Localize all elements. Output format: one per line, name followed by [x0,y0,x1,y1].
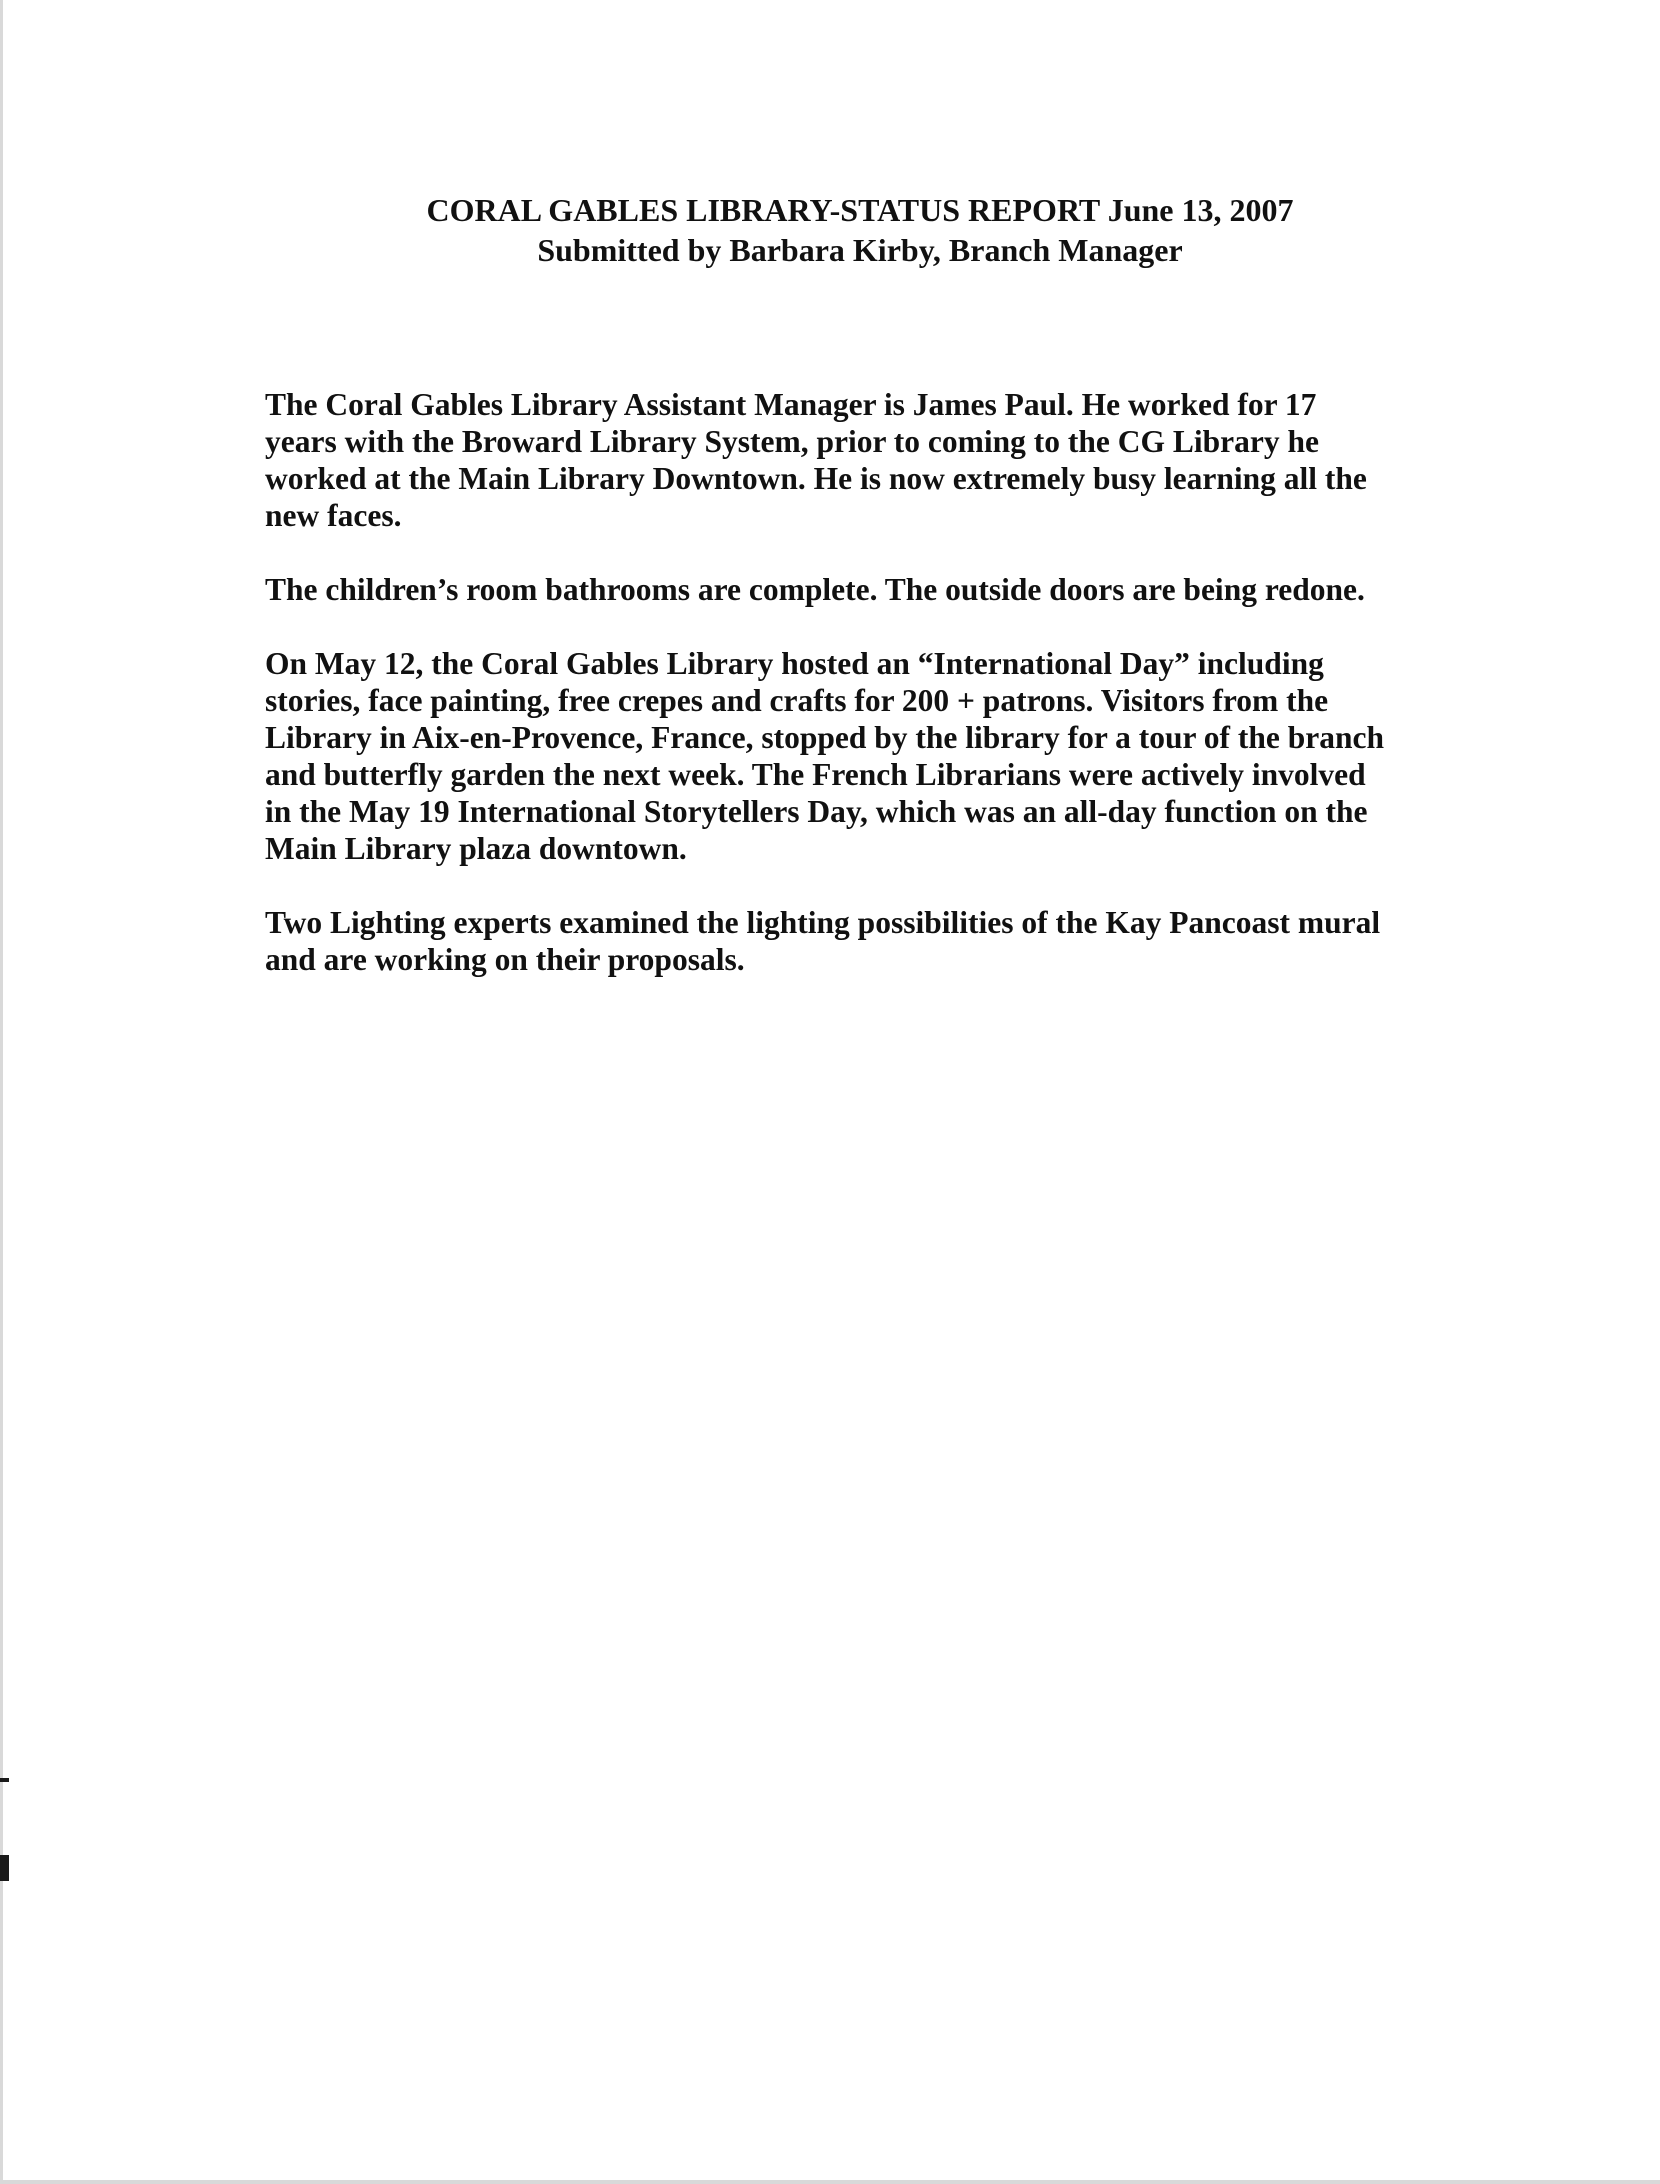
scan-mark [0,1855,9,1881]
scan-edge-bottom [0,2180,1660,2184]
paragraph-line: in the May 19 International Storytellers Day, which was an all-day function on the [265,794,1368,829]
paragraph-line: Main Library plaza downtown. [265,831,687,866]
paragraph-line: and butterfly garden the next week. The French Librarians were actively involved [265,757,1366,792]
paragraph-line: stories, face painting, free crepes and crafts for 200 + patrons. Visitors from the [265,683,1329,718]
paragraph-line: worked at the Main Library Downtown. He is now extremely busy learning all the [265,461,1367,496]
paragraph-line: years with the Broward Library System, prior to coming to the CG Library he [265,424,1319,459]
paragraph-international-day [265,645,1465,867]
paragraph-line: On May 12, the Coral Gables Library hosted an “International Day” including [265,646,1324,681]
report-header [0,190,1660,270]
report-subtitle: Submitted by Barbara Kirby, Branch Manager [537,232,1183,268]
paragraph-line: Library in Aix-en-Provence, France, stopped by the library for a tour of the branch [265,720,1385,755]
paragraph-line: The Coral Gables Library Assistant Manager is James Paul. He worked for 17 [265,387,1317,422]
scan-mark [0,1778,9,1782]
report-body [265,386,1465,1015]
paragraph-line: and are working on their proposals. [265,942,745,977]
paragraph-assistant-manager [265,386,1465,534]
paragraph-line: The children’s room bathrooms are complete. The outside doors are being redone. [265,572,1365,607]
paragraph-line: new faces. [265,498,402,533]
paragraph-line: Two Lighting experts examined the lighting possibilities of the Kay Pancoast mural [265,905,1381,940]
report-title: CORAL GABLES LIBRARY-STATUS REPORT June 13, 2007 [426,192,1294,228]
paragraph-bathrooms [265,571,1465,608]
paragraph-lighting [265,904,1465,978]
